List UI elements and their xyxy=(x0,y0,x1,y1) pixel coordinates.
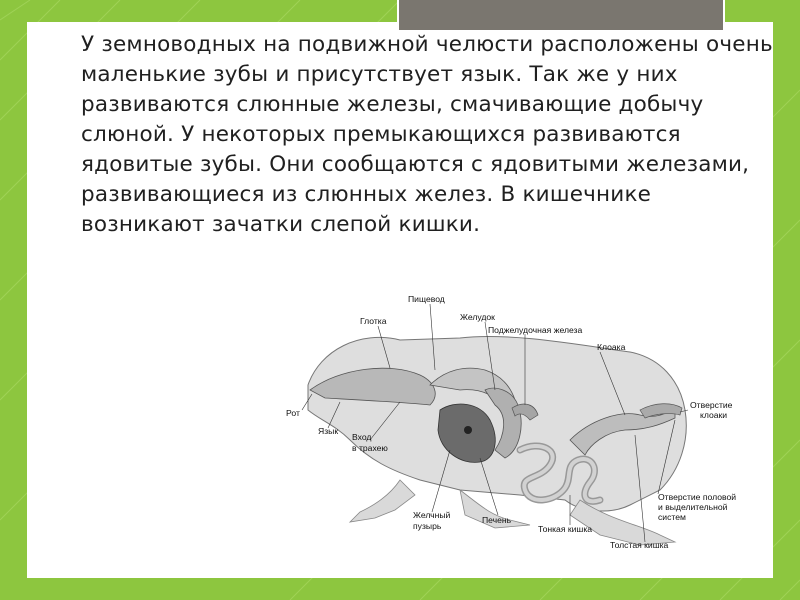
label-urogenital-1: Отверстие половой xyxy=(658,492,737,502)
label-mouth: Рот xyxy=(286,408,300,418)
label-pharynx: Глотка xyxy=(360,316,387,326)
label-urogenital-2: и выделительной xyxy=(658,502,728,512)
label-urogenital-3: систем xyxy=(658,512,686,522)
label-cloaca-opening-2: клоаки xyxy=(700,410,728,420)
label-small-intestine: Тонкая кишка xyxy=(538,524,593,534)
label-large-intestine: Толстая кишка xyxy=(610,540,669,550)
label-esophagus: Пищевод xyxy=(408,294,445,304)
label-tongue: Язык xyxy=(318,426,339,436)
label-gallbladder-2: пузырь xyxy=(413,521,442,531)
label-stomach: Желудок xyxy=(460,312,495,322)
label-cloaca: Клоака xyxy=(597,342,626,352)
front-leg xyxy=(350,480,415,522)
label-trachea-entry-1: Вход xyxy=(352,432,372,442)
label-liver: Печень xyxy=(482,515,512,525)
slide-paragraph: У земноводных на подвижной челюсти расположены очень маленькие зубы и присутствует язык. Так же у них развиваются слюнные железы, смачивающие добычу слюной. У некоторых премыкающихся развиваются ядовитые зубы. Они сообщаются с ядовитыми железами, развивающиеся из слюнных желез. В кишечнике возникают зачатки слепой кишки. xyxy=(81,32,773,237)
label-gallbladder-1: Желчный xyxy=(413,510,451,520)
label-cloaca-opening-1: Отверстие xyxy=(690,400,733,410)
frog-digestive-diagram xyxy=(280,290,740,560)
label-trachea-entry-2: в трахею xyxy=(352,443,388,453)
label-pancreas: Поджелудочная железа xyxy=(488,325,583,335)
title-frame xyxy=(397,0,725,32)
